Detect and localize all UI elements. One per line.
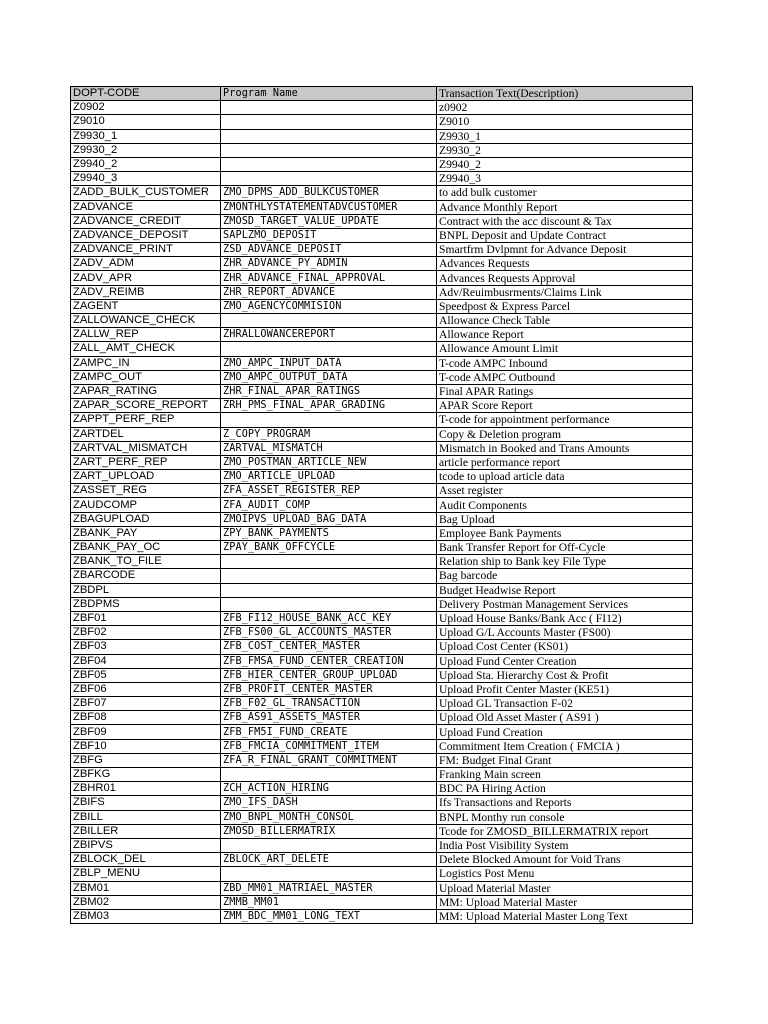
transaction-text-cell: Upload G/L Accounts Master (FS00) [437, 626, 693, 640]
dopt-code-cell: ZBANK_PAY_OC [71, 541, 221, 555]
dopt-code-cell: ZALL_AMT_CHECK [71, 342, 221, 356]
transaction-text-cell: Allowance Report [437, 328, 693, 342]
dopt-code-cell: Z9940_3 [71, 172, 221, 186]
table-row [71, 455, 693, 469]
transaction-text-cell: Franking Main screen [437, 768, 693, 782]
transaction-text-cell: Upload House Banks/Bank Acc ( FI12) [437, 611, 693, 625]
program-name-cell: ZFB_FMSA_FUND_CENTER_CREATION [221, 654, 437, 668]
transaction-text-cell: Contract with the acc discount & Tax [437, 214, 693, 228]
table-row [71, 413, 693, 427]
dopt-code-cell: ZBHR01 [71, 782, 221, 796]
program-name-cell: ZFB_FMCIA_COMMITMENT_ITEM [221, 739, 437, 753]
dopt-code-cell: ZBF07 [71, 697, 221, 711]
transaction-text-cell: Bank Transfer Report for Off-Cycle [437, 541, 693, 555]
table-row [71, 129, 693, 143]
program-name-cell: ZSD_ADVANCE_DEPOSIT [221, 243, 437, 257]
dopt-code-cell: ZART_PERF_REP [71, 455, 221, 469]
transaction-text-cell: Ifs Transactions and Reports [437, 796, 693, 810]
program-name-cell [221, 129, 437, 143]
transaction-text-cell: FM: Budget Final Grant [437, 753, 693, 767]
table-header [71, 87, 693, 101]
table-row [71, 186, 693, 200]
program-name-cell [221, 143, 437, 157]
program-name-cell: ZMO_IFS_DASH [221, 796, 437, 810]
table-row [71, 342, 693, 356]
transaction-text-cell: Smartfrm Dvlpmnt for Advance Deposit [437, 243, 693, 257]
program-name-cell [221, 342, 437, 356]
table-row [71, 541, 693, 555]
dopt-code-cell: ZBLP_MENU [71, 867, 221, 881]
transaction-text-cell: Logistics Post Menu [437, 867, 693, 881]
table-row [71, 640, 693, 654]
transaction-text-cell: T-code AMPC Outbound [437, 370, 693, 384]
program-name-cell: SAPLZMO_DEPOSIT [221, 228, 437, 242]
table-row [71, 384, 693, 398]
transaction-text-cell: MM: Upload Material Master Long Text [437, 909, 693, 923]
program-name-cell [221, 101, 437, 115]
dopt-code-cell: ZBANK_PAY [71, 526, 221, 540]
table-row [71, 115, 693, 129]
table-row [71, 668, 693, 682]
dopt-code-cell: ZBF01 [71, 611, 221, 625]
transaction-text-cell: BNPL Deposit and Update Contract [437, 228, 693, 242]
dopt-code-cell: ZBFKG [71, 768, 221, 782]
transaction-text-cell: Employee Bank Payments [437, 526, 693, 540]
transaction-text-cell: Delete Blocked Amount for Void Trans [437, 853, 693, 867]
transaction-text-cell: Allowance Amount Limit [437, 342, 693, 356]
dopt-code-cell: Z9940_2 [71, 157, 221, 171]
transaction-text-cell: Upload Fund Creation [437, 725, 693, 739]
table-row [71, 626, 693, 640]
dopt-code-cell: ZBDPMS [71, 597, 221, 611]
dopt-code-cell: ZADVANCE_PRINT [71, 243, 221, 257]
transaction-text-cell: Advances Requests Approval [437, 271, 693, 285]
dopt-code-cell: ZBF05 [71, 668, 221, 682]
dopt-code-cell: ZBF09 [71, 725, 221, 739]
dopt-code-cell: ZALLOWANCE_CHECK [71, 314, 221, 328]
program-name-cell: ZMO_BNPL_MONTH_CONSOL [221, 810, 437, 824]
dopt-code-cell: ZBARCODE [71, 569, 221, 583]
dopt-code-cell: Z9010 [71, 115, 221, 129]
transaction-text-cell: Final APAR Ratings [437, 384, 693, 398]
dopt-code-cell: ZBIPVS [71, 838, 221, 852]
dopt-code-cell: ZAGENT [71, 299, 221, 313]
header-transaction-text: Transaction Text(Description) [437, 87, 693, 101]
program-name-cell [221, 157, 437, 171]
table-row [71, 853, 693, 867]
table-row [71, 810, 693, 824]
table-row [71, 214, 693, 228]
dopt-code-cell: ZBF03 [71, 640, 221, 654]
transaction-text-cell: Upload Fund Center Creation [437, 654, 693, 668]
program-name-cell [221, 583, 437, 597]
transaction-text-cell: Tcode for ZMOSD_BILLERMATRIX report [437, 824, 693, 838]
transaction-text-cell: tcode to upload article data [437, 470, 693, 484]
dopt-code-cell: ZADV_REIMB [71, 285, 221, 299]
transaction-text-cell: Z9930_2 [437, 143, 693, 157]
program-name-cell: ZRH_PMS_FINAL_APAR_GRADING [221, 399, 437, 413]
program-name-cell [221, 838, 437, 852]
table-row [71, 782, 693, 796]
transaction-text-cell: Upload Cost Center (KS01) [437, 640, 693, 654]
table-row [71, 796, 693, 810]
table-row [71, 484, 693, 498]
table-row [71, 370, 693, 384]
table-row [71, 768, 693, 782]
program-name-cell [221, 413, 437, 427]
program-name-cell [221, 569, 437, 583]
program-name-cell: ZMMB_MM01 [221, 895, 437, 909]
dopt-code-cell: ZADVANCE [71, 200, 221, 214]
table-row [71, 470, 693, 484]
transaction-text-cell: Upload Sta. Hierarchy Cost & Profit [437, 668, 693, 682]
table-row [71, 824, 693, 838]
table-row [71, 498, 693, 512]
table-body [71, 101, 693, 924]
table-row [71, 328, 693, 342]
table-row [71, 101, 693, 115]
transaction-text-cell: Z9940_3 [437, 172, 693, 186]
table-row [71, 697, 693, 711]
table-row [71, 753, 693, 767]
table-row [71, 569, 693, 583]
table-row [71, 725, 693, 739]
dopt-code-cell: ZART_UPLOAD [71, 470, 221, 484]
table-row [71, 285, 693, 299]
program-name-cell: ZMO_AMPC_INPUT_DATA [221, 356, 437, 370]
program-name-cell: Z_COPY_PROGRAM [221, 427, 437, 441]
transaction-text-cell: Budget Headwise Report [437, 583, 693, 597]
transaction-code-table [70, 86, 693, 924]
dopt-code-cell: ZAPAR_RATING [71, 384, 221, 398]
dopt-code-cell: ZAMPC_OUT [71, 370, 221, 384]
table-row [71, 512, 693, 526]
table-row [71, 200, 693, 214]
program-name-cell: ZMO_AGENCYCOMMISION [221, 299, 437, 313]
header-dopt-code: DOPT-CODE [71, 87, 221, 101]
program-name-cell: ZCH_ACTION_HIRING [221, 782, 437, 796]
transaction-text-cell: Advances Requests [437, 257, 693, 271]
table-row [71, 157, 693, 171]
transaction-text-cell: Bag barcode [437, 569, 693, 583]
program-name-cell: ZFB_HIER_CENTER_GROUP_UPLOAD [221, 668, 437, 682]
program-name-cell: ZHRALLOWANCEREPORT [221, 328, 437, 342]
program-name-cell: ZMOSD_TARGET_VALUE_UPDATE [221, 214, 437, 228]
program-name-cell: ZHR_FINAL_APAR_RATINGS [221, 384, 437, 398]
dopt-code-cell: ZADD_BULK_CUSTOMER [71, 186, 221, 200]
table-row [71, 228, 693, 242]
program-name-cell: ZPAY_BANK_OFFCYCLE [221, 541, 437, 555]
table-row [71, 399, 693, 413]
transaction-text-cell: Asset register [437, 484, 693, 498]
dopt-code-cell: ZADVANCE_CREDIT [71, 214, 221, 228]
dopt-code-cell: ZBLOCK_DEL [71, 853, 221, 867]
table-row [71, 526, 693, 540]
table-row [71, 314, 693, 328]
transaction-text-cell: Commitment Item Creation ( FMCIA ) [437, 739, 693, 753]
dopt-code-cell: ZAMPC_IN [71, 356, 221, 370]
transaction-text-cell: article performance report [437, 455, 693, 469]
dopt-code-cell: ZAPPT_PERF_REP [71, 413, 221, 427]
dopt-code-cell: ZBDPL [71, 583, 221, 597]
program-name-cell: ZMONTHLYSTATEMENTADVCUSTOMER [221, 200, 437, 214]
transaction-text-cell: Adv/Reuimbusrments/Claims Link [437, 285, 693, 299]
transaction-text-cell: Mismatch in Booked and Trans Amounts [437, 441, 693, 455]
transaction-text-cell: BNPL Monthy run console [437, 810, 693, 824]
transaction-text-cell: T-code AMPC Inbound [437, 356, 693, 370]
header-row [71, 87, 693, 101]
transaction-text-cell: Z9930_1 [437, 129, 693, 143]
table-row [71, 441, 693, 455]
program-name-cell: ZBD_MM01_MATRIAEL_MASTER [221, 881, 437, 895]
program-name-cell [221, 867, 437, 881]
table-row [71, 867, 693, 881]
transaction-text-cell: Delivery Postman Management Services [437, 597, 693, 611]
program-name-cell: ZMO_AMPC_OUTPUT_DATA [221, 370, 437, 384]
program-name-cell: ZFA_AUDIT_COMP [221, 498, 437, 512]
table-row [71, 654, 693, 668]
transaction-text-cell: Bag Upload [437, 512, 693, 526]
dopt-code-cell: ZBIFS [71, 796, 221, 810]
dopt-code-cell: ZBILL [71, 810, 221, 824]
table-row [71, 611, 693, 625]
dopt-code-cell: Z9930_1 [71, 129, 221, 143]
dopt-code-cell: ZBM03 [71, 909, 221, 923]
table-row [71, 172, 693, 186]
header-program-name: Program Name [221, 87, 437, 101]
program-name-cell: ZFA_ASSET_REGISTER_REP [221, 484, 437, 498]
table-row [71, 243, 693, 257]
program-name-cell [221, 597, 437, 611]
program-name-cell: ZMOIPVS_UPLOAD_BAG_DATA [221, 512, 437, 526]
table-row [71, 583, 693, 597]
table-row [71, 909, 693, 923]
program-name-cell: ZBLOCK_ART_DELETE [221, 853, 437, 867]
program-name-cell [221, 172, 437, 186]
dopt-code-cell: ZARTDEL [71, 427, 221, 441]
program-name-cell: ZMOSD_BILLERMATRIX [221, 824, 437, 838]
table-row [71, 881, 693, 895]
program-name-cell: ZFB_AS91_ASSETS_MASTER [221, 711, 437, 725]
dopt-code-cell: Z0902 [71, 101, 221, 115]
transaction-text-cell: Audit Components [437, 498, 693, 512]
transaction-text-cell: Upload Material Master [437, 881, 693, 895]
dopt-code-cell: ZBF10 [71, 739, 221, 753]
dopt-code-cell: ZAUDCOMP [71, 498, 221, 512]
transaction-text-cell: z0902 [437, 101, 693, 115]
program-name-cell: ZFB_FM5I_FUND_CREATE [221, 725, 437, 739]
program-name-cell: ZHR_ADVANCE_FINAL_APPROVAL [221, 271, 437, 285]
transaction-text-cell: BDC PA Hiring Action [437, 782, 693, 796]
table-row [71, 555, 693, 569]
dopt-code-cell: ZBM02 [71, 895, 221, 909]
transaction-text-cell: Z9010 [437, 115, 693, 129]
table-row [71, 271, 693, 285]
dopt-code-cell: ZASSET_REG [71, 484, 221, 498]
dopt-code-cell: ZBM01 [71, 881, 221, 895]
program-name-cell: ZFB_FS00_GL_ACCOUNTS_MASTER [221, 626, 437, 640]
dopt-code-cell: ZBANK_TO_FILE [71, 555, 221, 569]
program-name-cell: ZFB_F02_GL_TRANSACTION [221, 697, 437, 711]
program-name-cell: ZFA_R_FINAL_GRANT_COMMITMENT [221, 753, 437, 767]
transaction-text-cell: to add bulk customer [437, 186, 693, 200]
dopt-code-cell: ZBF04 [71, 654, 221, 668]
program-name-cell: ZMO_DPMS_ADD_BULKCUSTOMER [221, 186, 437, 200]
program-name-cell [221, 768, 437, 782]
transaction-text-cell: Allowance Check Table [437, 314, 693, 328]
dopt-code-cell: ZADV_APR [71, 271, 221, 285]
table-row [71, 597, 693, 611]
transaction-text-cell: Speedpost & Express Parcel [437, 299, 693, 313]
dopt-code-cell: ZBAGUPLOAD [71, 512, 221, 526]
dopt-code-cell: ZBILLER [71, 824, 221, 838]
table-row [71, 299, 693, 313]
transaction-text-cell: T-code for appointment performance [437, 413, 693, 427]
table-row [71, 257, 693, 271]
program-name-cell: ZHR_REPORT_ADVANCE [221, 285, 437, 299]
transaction-text-cell: Copy & Deletion program [437, 427, 693, 441]
program-name-cell: ZMO_POSTMAN_ARTICLE_NEW [221, 455, 437, 469]
transaction-text-cell: Upload Old Asset Master ( AS91 ) [437, 711, 693, 725]
program-name-cell: ZFB_PROFIT_CENTER_MASTER [221, 682, 437, 696]
dopt-code-cell: ZBFG [71, 753, 221, 767]
program-name-cell: ZMO_ARTICLE_UPLOAD [221, 470, 437, 484]
transaction-text-cell: Relation ship to Bank key File Type [437, 555, 693, 569]
table-row [71, 838, 693, 852]
table-row [71, 711, 693, 725]
transaction-text-cell: Upload GL Transaction F-02 [437, 697, 693, 711]
program-name-cell: ZHR_ADVANCE_PY_ADMIN [221, 257, 437, 271]
program-name-cell [221, 555, 437, 569]
transaction-text-cell: MM: Upload Material Master [437, 895, 693, 909]
dopt-code-cell: ZBF06 [71, 682, 221, 696]
transaction-text-cell: Z9940_2 [437, 157, 693, 171]
dopt-code-cell: ZADV_ADM [71, 257, 221, 271]
dopt-code-cell: ZBF02 [71, 626, 221, 640]
dopt-code-cell: Z9930_2 [71, 143, 221, 157]
dopt-code-cell: ZADVANCE_DEPOSIT [71, 228, 221, 242]
program-name-cell: ZPY_BANK_PAYMENTS [221, 526, 437, 540]
table-row [71, 739, 693, 753]
program-name-cell: ZFB_FI12_HOUSE_BANK_ACC_KEY [221, 611, 437, 625]
program-name-cell: ZFB_COST_CENTER_MASTER [221, 640, 437, 654]
table-row [71, 682, 693, 696]
dopt-code-cell: ZAPAR_SCORE_REPORT [71, 399, 221, 413]
program-name-cell: ZARTVAL_MISMATCH [221, 441, 437, 455]
dopt-code-cell: ZALLW_REP [71, 328, 221, 342]
transaction-text-cell: Advance Monthly Report [437, 200, 693, 214]
transaction-text-cell: Upload Profit Center Master (KE51) [437, 682, 693, 696]
table-row [71, 356, 693, 370]
transaction-text-cell: India Post Visibility System [437, 838, 693, 852]
table-row [71, 143, 693, 157]
program-name-cell [221, 314, 437, 328]
transaction-text-cell: APAR Score Report [437, 399, 693, 413]
dopt-code-cell: ZBF08 [71, 711, 221, 725]
dopt-code-cell: ZARTVAL_MISMATCH [71, 441, 221, 455]
program-name-cell: ZMM_BDC_MM01_LONG_TEXT [221, 909, 437, 923]
table-row [71, 895, 693, 909]
program-name-cell [221, 115, 437, 129]
table-row [71, 427, 693, 441]
